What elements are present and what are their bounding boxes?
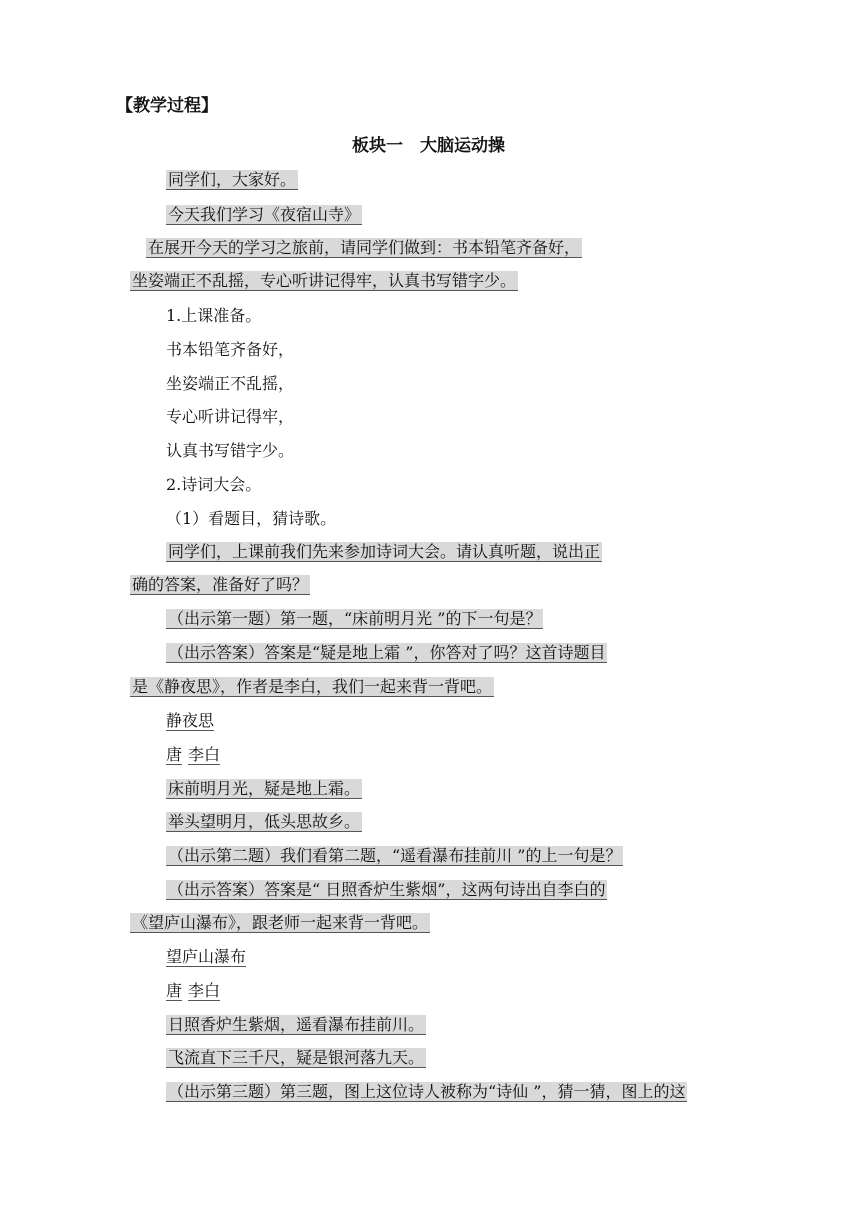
- poem-line: 日照香炉生紫烟，遥看瀑布挂前川。: [168, 1015, 425, 1034]
- text-line: 今天我们学习《夜宿山寺》: [168, 205, 361, 224]
- text-line: 确的答案，准备好了吗？: [132, 575, 309, 594]
- poem-title: 望庐山瀑布: [166, 947, 247, 966]
- text-line: 2.诗词大会。: [166, 475, 262, 494]
- poem-line: 举头望明月，低头思故乡。: [168, 812, 361, 831]
- text-line: （出示第一题）第一题，“床前明月光 ”的下一句是？: [168, 609, 542, 628]
- poem-line: 床前明月光，疑是地上霜。: [168, 779, 361, 798]
- text-line: 是《静夜思》，作者是李白，我们一起来背一背吧。: [132, 677, 493, 696]
- text-line: 《望庐山瀑布》，跟老师一起来背一背吧。: [132, 913, 429, 932]
- heading: 【教学过程】: [116, 96, 218, 116]
- text-line: （出示第二题）我们看第二题，“遥看瀑布挂前川 ”的上一句是？: [168, 846, 622, 865]
- poem-author-line: 唐 李白: [166, 745, 221, 764]
- text-line: 在展开今天的学习之旅前，请同学们做到：书本铅笔齐备好，: [148, 238, 581, 257]
- text-line: （出示第三题）第三题，图上这位诗人被称为“诗仙 ”，猜一猜，图上的这: [168, 1082, 686, 1101]
- text-line: （1）看题目，猜诗歌。: [166, 509, 337, 528]
- text-line: 专心听讲记得牢，: [166, 407, 295, 426]
- text-line: 认真书写错字少。: [166, 441, 295, 460]
- text-line: 坐姿端正不乱摇，专心听讲记得牢，认真书写错字少。: [132, 271, 517, 290]
- poem-author-line: 唐 李白: [166, 981, 221, 1000]
- text-line: 书本铅笔齐备好，: [166, 340, 295, 359]
- text-line: 坐姿端正不乱摇，: [166, 374, 295, 393]
- text-line: （出示答案）答案是“ 日照香炉生紫烟”，这两句诗出自李白的: [168, 880, 606, 899]
- text-line: 同学们，上课前我们先来参加诗词大会。请认真听题，说出正: [168, 542, 601, 561]
- poem-line: 飞流直下三千尺，疑是银河落九天。: [168, 1048, 425, 1067]
- section-title: 板块一 大脑运动操: [352, 136, 505, 156]
- poem-title: 静夜思: [166, 711, 215, 730]
- text-line: 同学们，大家好。: [168, 170, 297, 189]
- text-line: （出示答案）答案是“疑是地上霜 ”，你答对了吗？这首诗题目: [168, 643, 606, 662]
- text-line: 1.上课准备。: [166, 306, 262, 325]
